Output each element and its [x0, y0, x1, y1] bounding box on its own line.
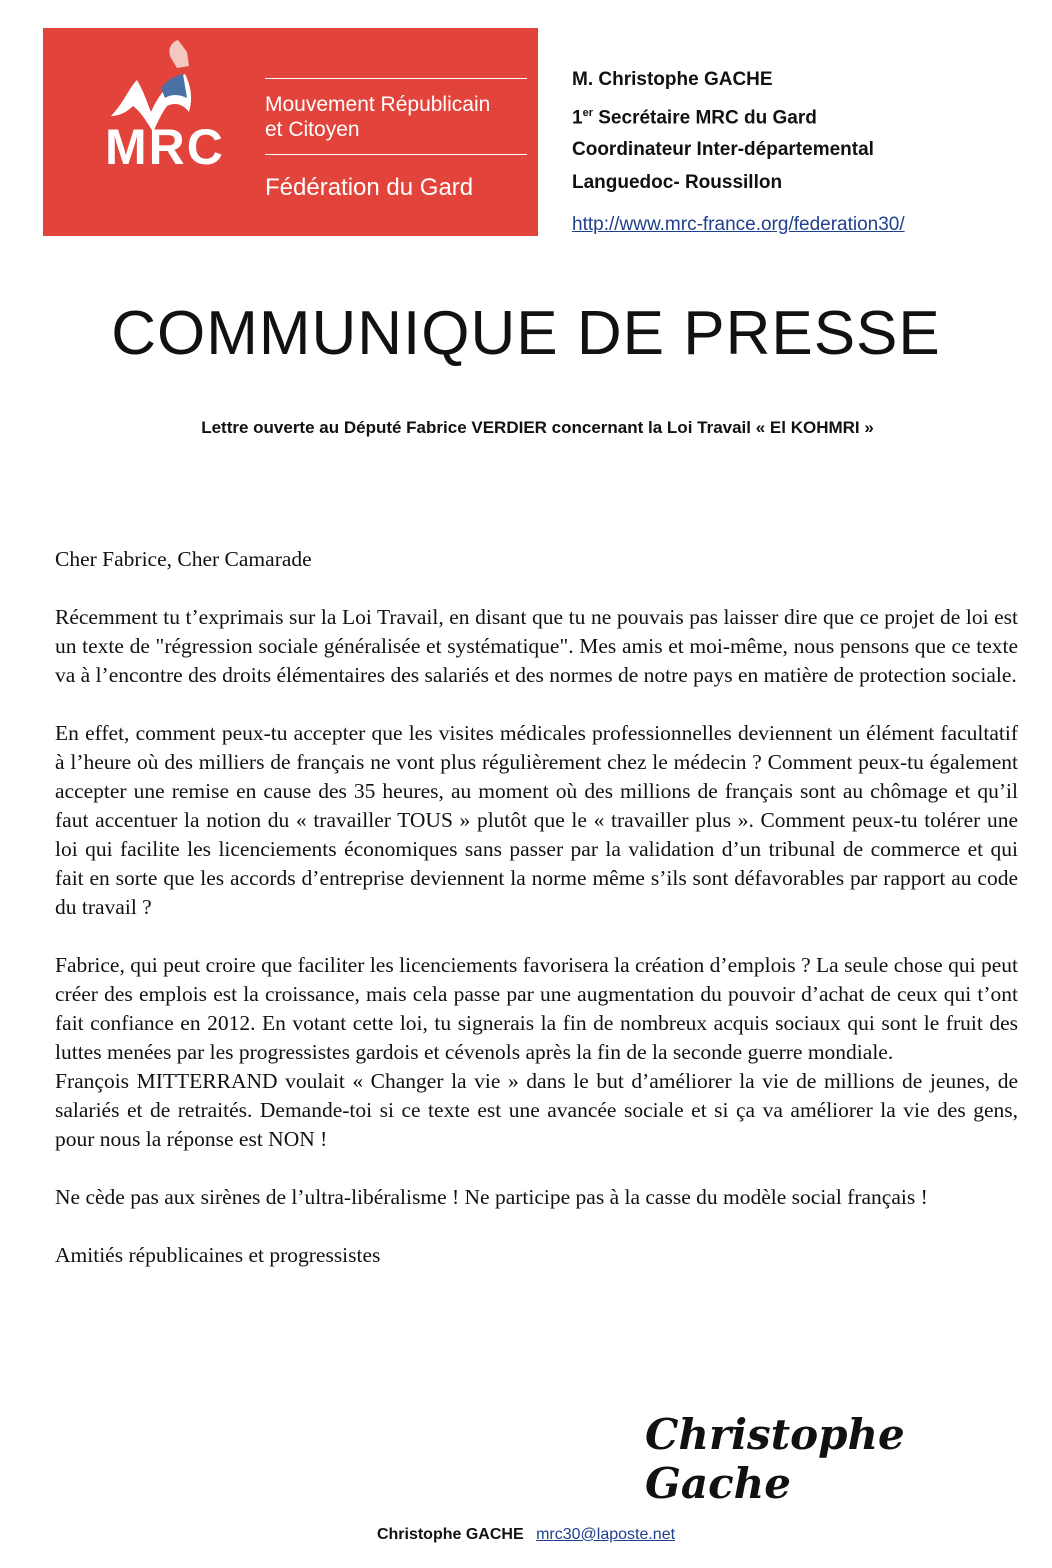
- page-subtitle: Lettre ouverte au Député Fabrice VERDIER concernant la Loi Travail « El KOHMRI »: [201, 418, 874, 437]
- logo-federation: Fédération du Gard: [265, 174, 474, 201]
- letter-paragraph: Fabrice, qui peut croire que faciliter les licenciements favorisera la création d’emplois ? La seule chose qui peut créer des emplois est la croissance, mais cela passe par une augmentation du pouvoir d’achat de ceux qui t’ont fait confiance en 2012. En votant cette loi, tu signerais la fin de nombreux acquis sociaux qui sont le fruit des luttes menées par les progressistes gardois et cévenols après la fin de la seconde guerre mondiale.: [55, 953, 1018, 1064]
- letter-paragraph: Récemment tu t’exprimais sur la Loi Travail, en disant que tu ne pouvais pas laisser dire que ce projet de loi est un texte de "régression sociale généralisée et systématique". Mes amis et moi-même, nous pensons que ce texte va à l’encontre des droits élémentaires des salariés et des normes de notre pays en matière de protection sociale.: [55, 605, 1018, 687]
- letter-body: [55, 545, 1018, 1270]
- sender-contact-block: [572, 64, 874, 199]
- logo-divider-top: [265, 78, 527, 79]
- letter-closing: Amitiés républicaines et progressistes: [55, 1243, 381, 1267]
- footer-email-link[interactable]: mrc30@laposte.net: [536, 1526, 676, 1543]
- letter-paragraph: En effet, comment peux-tu accepter que les visites médicales professionnelles deviennent un élément facultatif à l’heure où des milliers de français ne vont plus régulièrement chez le médecin ? Comment peux-tu également accepter une remise en cause des 35 heures, au moment où des millions de français sont au chômage et qu’il faut accentuer la notion du « travailler TOUS » plutôt que le « travailler plus ». Comment peux-tu tolérer une loi qui facilite les licenciements économiques sans passer par la validation d’un tribunal de commerce et qui fait en sorte que les accords d’entreprise deviennent la norme même s’ils sont défavorables par rapport au code du travail ?: [55, 721, 1018, 919]
- sender-region: Languedoc- Roussillon: [572, 171, 783, 193]
- handwritten-signature: Christophe Gache: [645, 1410, 905, 1508]
- letter-paragraph: François MITTERRAND voulait « Changer la vie » dans le but d’améliorer la vie de millions de jeunes, de salariés et de retraités. Demande-toi si ce texte est une avancée sociale et si ça va améliorer la vie des gens, pour nous la réponse est NON !: [55, 1069, 1018, 1151]
- sender-name: M. Christophe GACHE: [572, 69, 773, 90]
- letter-paragraph: Ne cède pas aux sirènes de l’ultra-libéralisme ! Ne participe pas à la casse du modèle social français !: [55, 1185, 928, 1209]
- sender-coordinator: Coordinateur Inter-départemental: [572, 139, 874, 161]
- logo-divider-bottom: [265, 154, 527, 155]
- mrc-logo: [43, 28, 538, 236]
- letter-salutation: Cher Fabrice, Cher Camarade: [55, 547, 312, 571]
- page-title: COMMUNIQUE DE PRESSE: [111, 299, 941, 368]
- logo-organization-name: Mouvement Républicain et Citoyen: [265, 93, 491, 141]
- sender-role: 1er Secrétaire MRC du Gard: [572, 106, 817, 128]
- footer-name: Christophe GACHE: [376, 1526, 524, 1543]
- logo-abbreviation: MRC: [105, 119, 225, 175]
- page-footer: [0, 1526, 1052, 1544]
- federation-website-link[interactable]: http://www.mrc-france.org/federation30/: [572, 214, 905, 235]
